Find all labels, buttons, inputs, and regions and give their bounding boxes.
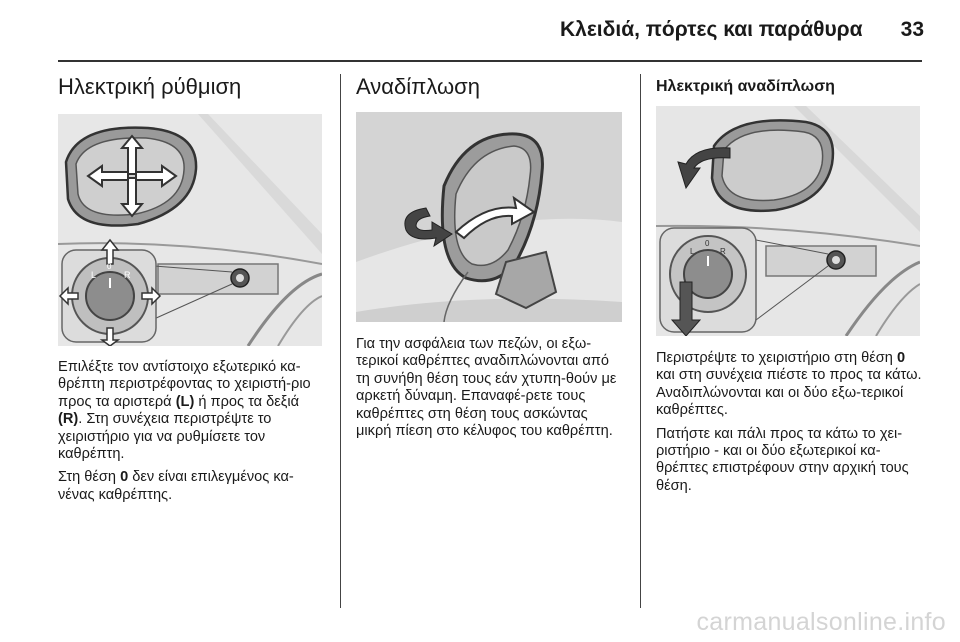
knob-label-zero: 0 [705,239,710,248]
header-divider [58,60,922,62]
mirror-folding-illustration [356,112,622,322]
paragraph-return-mirrors: Πατήστε και πάλι προς τα κάτω το χει-ριστήριο - και οι δύο εξωτερικοί κα-θρέπτες επιστρέφουν στην αρχική τους θέση. [656,425,909,494]
label-zero: 0 [896,350,906,366]
knob-label-right: R [124,270,131,280]
page-header-title: Κλειδιά, πόρτες και παράθυρα [560,18,863,41]
column-folding [356,72,624,446]
electric-folding-illustration [656,106,920,336]
knob-label-zero: 0 [107,262,112,271]
label-right-R: (R) [58,411,79,428]
text-span: δεν είναι επιλεγμένος κα-νένας καθρέπτης. [58,469,294,503]
knob-label-right: R [720,247,726,256]
column-divider-1 [340,74,341,608]
text-span: . Στη συνέχεια περιστρέψτε το χειριστήριο για να ρυθμίσετε τον καθρέπτη. [58,411,272,463]
watermark: carmanualsonline.info [696,608,946,636]
text-span: Επιλέξτε τον αντίστοιχο εξωτερικό κα-θρέπτη περιστρέφοντας το χειριστή-ριο προς τα αριστερά [58,359,311,410]
figure-mirror-adjustment [58,114,322,346]
paragraph-pedestrian-safety: Για την ασφάλεια των πεζών, οι εξω-τερικοί καθρέπτες αναδιπλώνονται από τη συνήθη θέση τους εάν χτυπη-θούν με αρκετή δύναμη. Επαναφέ-ρετε τους καθρέπτες στη θέση τους ασκώντας μικρή πίεση στο κέλυφος του καθρέπτη. [356,336,617,440]
label-zero: 0 [120,469,129,486]
column-3-text [656,350,922,495]
figure-mirror-folding [356,112,622,322]
figure-electric-folding [656,106,920,336]
label-left-L: (L) [175,393,195,410]
column-2-text [356,336,624,440]
section-subtitle-electric-folding: Ηλεκτρική αναδίπλωση [656,78,835,95]
knob-label-left: L [91,270,97,280]
mirror-adjustment-illustration [58,114,322,346]
paragraph-select-mirror [58,359,326,463]
text-span: ή προς τα δεξιά [194,393,300,410]
column-electric-folding [656,72,922,501]
column-1-text [58,359,326,504]
section-title-folding: Αναδίπλωση [356,74,480,99]
text-span: Στη θέση [58,469,121,486]
page-number: 33 [900,18,924,41]
text-span: Περιστρέψτε το χειριστήριο στη θέση [656,350,897,366]
section-title-electric-adjustment: Ηλεκτρική ρύθμιση [58,74,242,99]
knob-label-left: L [690,247,695,256]
paragraph-fold-mirrors [656,350,922,420]
column-electric-adjustment [58,72,326,510]
text-span: και στη συνέχεια πιέστε το προς τα κάτω. Αναδιπλώνονται και οι δύο εξω-τερικοί καθρέπτες. [656,367,922,419]
column-divider-2 [640,74,641,608]
paragraph-position-zero [58,469,326,504]
